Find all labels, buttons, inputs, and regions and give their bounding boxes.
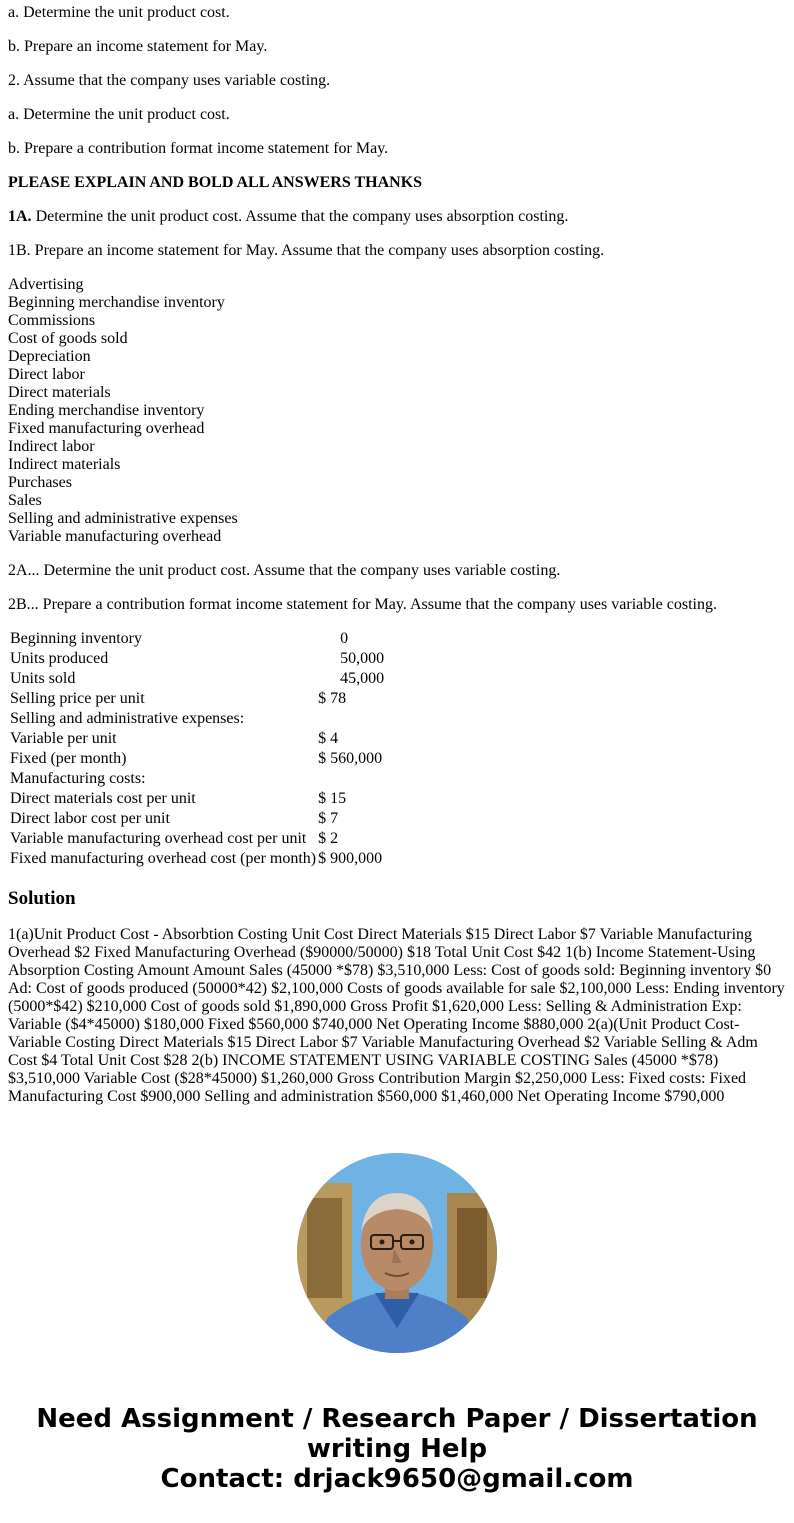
list-item: Advertising [8,276,84,293]
row-value: 0 [340,630,349,647]
row-label: Fixed (per month) [10,750,127,767]
row-value: 78 [330,690,347,707]
row-label: Selling price per unit [10,690,145,707]
question-2b: b. Prepare a contribution format income statement for May. [8,140,389,157]
row-label: Direct labor cost per unit [10,810,170,827]
list-item: Beginning merchandise inventory [8,294,225,311]
solution-heading: Solution [8,888,76,909]
footer-line-2: writing Help [306,1434,488,1464]
table-row [10,810,384,828]
part-2b: 2B... Prepare a contribution format income statement for May. Assume that the company uses variable costing. [8,596,717,613]
row-label: Units produced [10,650,109,667]
row-currency: $ [318,730,327,747]
table-row [10,670,384,688]
list-item: Depreciation [8,348,91,365]
row-currency [318,770,327,788]
avatar [297,1153,497,1353]
row-currency: $ [318,810,327,827]
question-2: 2. Assume that the company uses variable costing. [8,72,331,89]
table-row [10,690,384,708]
account-item-list [8,276,786,546]
row-label: Variable manufacturing overhead cost per unit [10,830,307,847]
row-currency [318,670,327,688]
row-label: Direct materials cost per unit [10,790,196,807]
row-value: 15 [330,790,347,807]
row-value [329,710,384,728]
row-value [329,770,384,788]
row-currency: $ [318,690,327,707]
footer-line-1: Need Assignment / Research Paper / Dissertation [36,1404,758,1434]
row-value: 45,000 [340,670,385,687]
row-currency: $ [318,790,327,807]
table-row [10,630,384,648]
table-row [10,790,384,808]
row-value: 2 [330,830,339,847]
footer-contact-banner [0,1404,794,1494]
row-label: Beginning inventory [10,630,142,647]
part-2a: 2A... Determine the unit product cost. Assume that the company uses variable costing. [8,562,561,579]
row-currency: $ [318,830,327,847]
list-item: Direct materials [8,384,111,401]
table-row [10,710,384,728]
cost-data-table [8,628,386,870]
row-label: Manufacturing costs: [10,770,146,787]
row-value: 560,000 [330,750,383,767]
part-1b: 1B. Prepare an income statement for May. Assume that the company uses absorption costing. [8,242,605,259]
list-item: Indirect materials [8,456,121,473]
footer-contact: Contact: drjack9650@gmail.com [160,1464,634,1494]
row-label: Fixed manufacturing overhead cost (per month) [10,850,317,867]
table-row [10,730,384,748]
list-item: Ending merchandise inventory [8,402,205,419]
list-item: Selling and administrative expenses [8,510,238,527]
table-row [10,750,384,768]
list-item: Variable manufacturing overhead [8,528,222,545]
row-value: 50,000 [340,650,385,667]
row-value: 900,000 [330,850,383,867]
question-1a: a. Determine the unit product cost. [8,4,230,21]
list-item: Purchases [8,474,72,491]
row-currency: $ [318,750,327,767]
table-row [10,770,384,788]
list-item: Indirect labor [8,438,95,455]
list-item: Sales [8,492,42,509]
row-currency [318,650,327,668]
row-value: 7 [330,810,339,827]
row-currency [318,630,327,648]
table-row [10,850,384,868]
part-1a [8,208,786,226]
question-1b: b. Prepare an income statement for May. [8,38,268,55]
part-1a-text: Determine the unit product cost. Assume that the company uses absorption costing. [31,208,569,225]
list-item: Fixed manufacturing overhead [8,420,205,437]
part-1a-label: 1A. [8,208,32,225]
list-item: Commissions [8,312,96,329]
row-label: Units sold [10,670,76,687]
table-row [10,650,384,668]
row-currency: $ [318,850,327,867]
list-item: Direct labor [8,366,85,383]
row-value: 4 [330,730,339,747]
row-label: Variable per unit [10,730,117,747]
row-label: Selling and administrative expenses: [10,710,245,727]
avatar-photo [297,1153,497,1353]
request-note: PLEASE EXPLAIN AND BOLD ALL ANSWERS THANKS [8,174,423,191]
row-currency [318,710,327,728]
question-2a: a. Determine the unit product cost. [8,106,230,123]
list-item: Cost of goods sold [8,330,128,347]
table-row [10,830,384,848]
solution-text: 1(a)Unit Product Cost - Absorbtion Costing Unit Cost Direct Materials $15 Direct Labor $7 Variable Manufacturing Overhead $2 Fixed Manufacturing Overhead ($90000/50000) $18 Total Unit Cost $42 1(b) Income Statement-Using Absorption Costing Amount Amount Sales (45000 *$78) $3,510,000 Less: Cost of goods sold: Beginning inventory $0 Ad: Cost of goods produced (50000*42) $2,100,000 Costs of goods available for sale $2,100,000 Less: Ending inventory (5000*$42) $210,000 Cost of goods sold $1,890,000 Gross Profit $1,620,000 Less: Selling & Administration Exp: Variable ($4*45000) $180,000 Fixed $560,000 $740,000 Net Operating Income $880,000 2(a)(Unit Product Cost-Variable Costing Direct Materials $15 Direct Labor $7 Variable Manufacturing Overhead $2 Variable Selling & Adm Cost $4 Total Unit Cost $28 2(b) INCOME STATEMENT USING VARIABLE COSTING Sales (45000 *$78) $3,510,000 Variable Cost ($28*45000) $1,260,000 Gross Contribution Margin $2,250,000 Less: Fixed costs: Fixed Manufacturing Cost $900,000 Selling and administration $560,000 $1,460,000 Net Operating Income $790,000 [8,926,785,1105]
